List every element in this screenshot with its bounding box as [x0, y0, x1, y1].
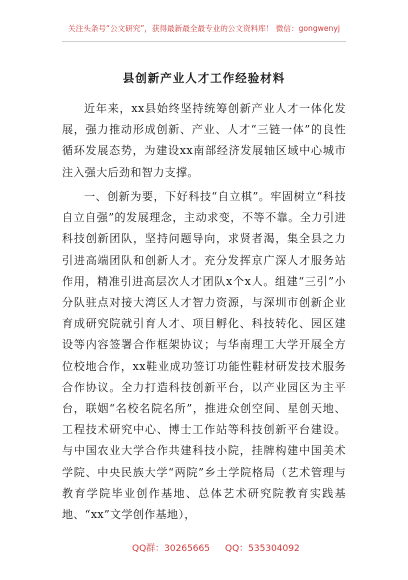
document-title: 县创新产业人才工作经验材料 — [122, 71, 286, 85]
qq-number: QQ：535304092 — [225, 544, 300, 554]
paragraph-text: 一、创新为要，下好科技“自立棋”。牢固树立“科技自立自强”的发展理念，主动求变，不等不靠。全力引进科技创新团队，坚持问题导向，求贤者渴，集全县之力引进高端团队和创新人才。充分发挥京广深人才服务站作用，精准引进高层次人才团队x个x人。组建“三引”小分队驻点对接大湾区人才智力资源，与深圳市创新企业育成研究院就引育人才、项目孵化、科技转化、园区建设等内容签署合作框架协议；与华南理工大学开展全方位校地合作，xx鞋业成功签订功能性鞋材研发技术服务合作协议。全力打造科技创新平台，以产业园区为主平台，联姻“名校名院名所”，推进众创空间、星创天地、工程技术研究中心、博士工作站等科技创新平台建设。与中国农业大学合作共建科技小院，挂牌构建中国美术学院、中央民族大学“两院”乡土学院格局（艺术管理与教育学院毕业创作基地、总体艺术研究院教育实践基地、“xx”文学创作基地）， — [62, 190, 346, 522]
paragraph-innovation — [62, 186, 346, 525]
promo-banner: 关注头条号“公文研究”，获得最新最全最专业的公文资料库！ 微信：gongwenyj — [68, 24, 340, 33]
header-divider — [62, 41, 346, 42]
qq-group-number: QQ群：30265665 — [132, 544, 210, 554]
paragraph-text: 近年来，xx县始终坚持统筹创新产业人才一体化发展，强力推动形成创新、产业、人才“三链一体”的良性循环发展态势，为建设xx南部经济发展轴区域中心城市注入强大后劲和智力支撑。 — [62, 102, 346, 179]
paragraph-intro — [62, 98, 346, 183]
